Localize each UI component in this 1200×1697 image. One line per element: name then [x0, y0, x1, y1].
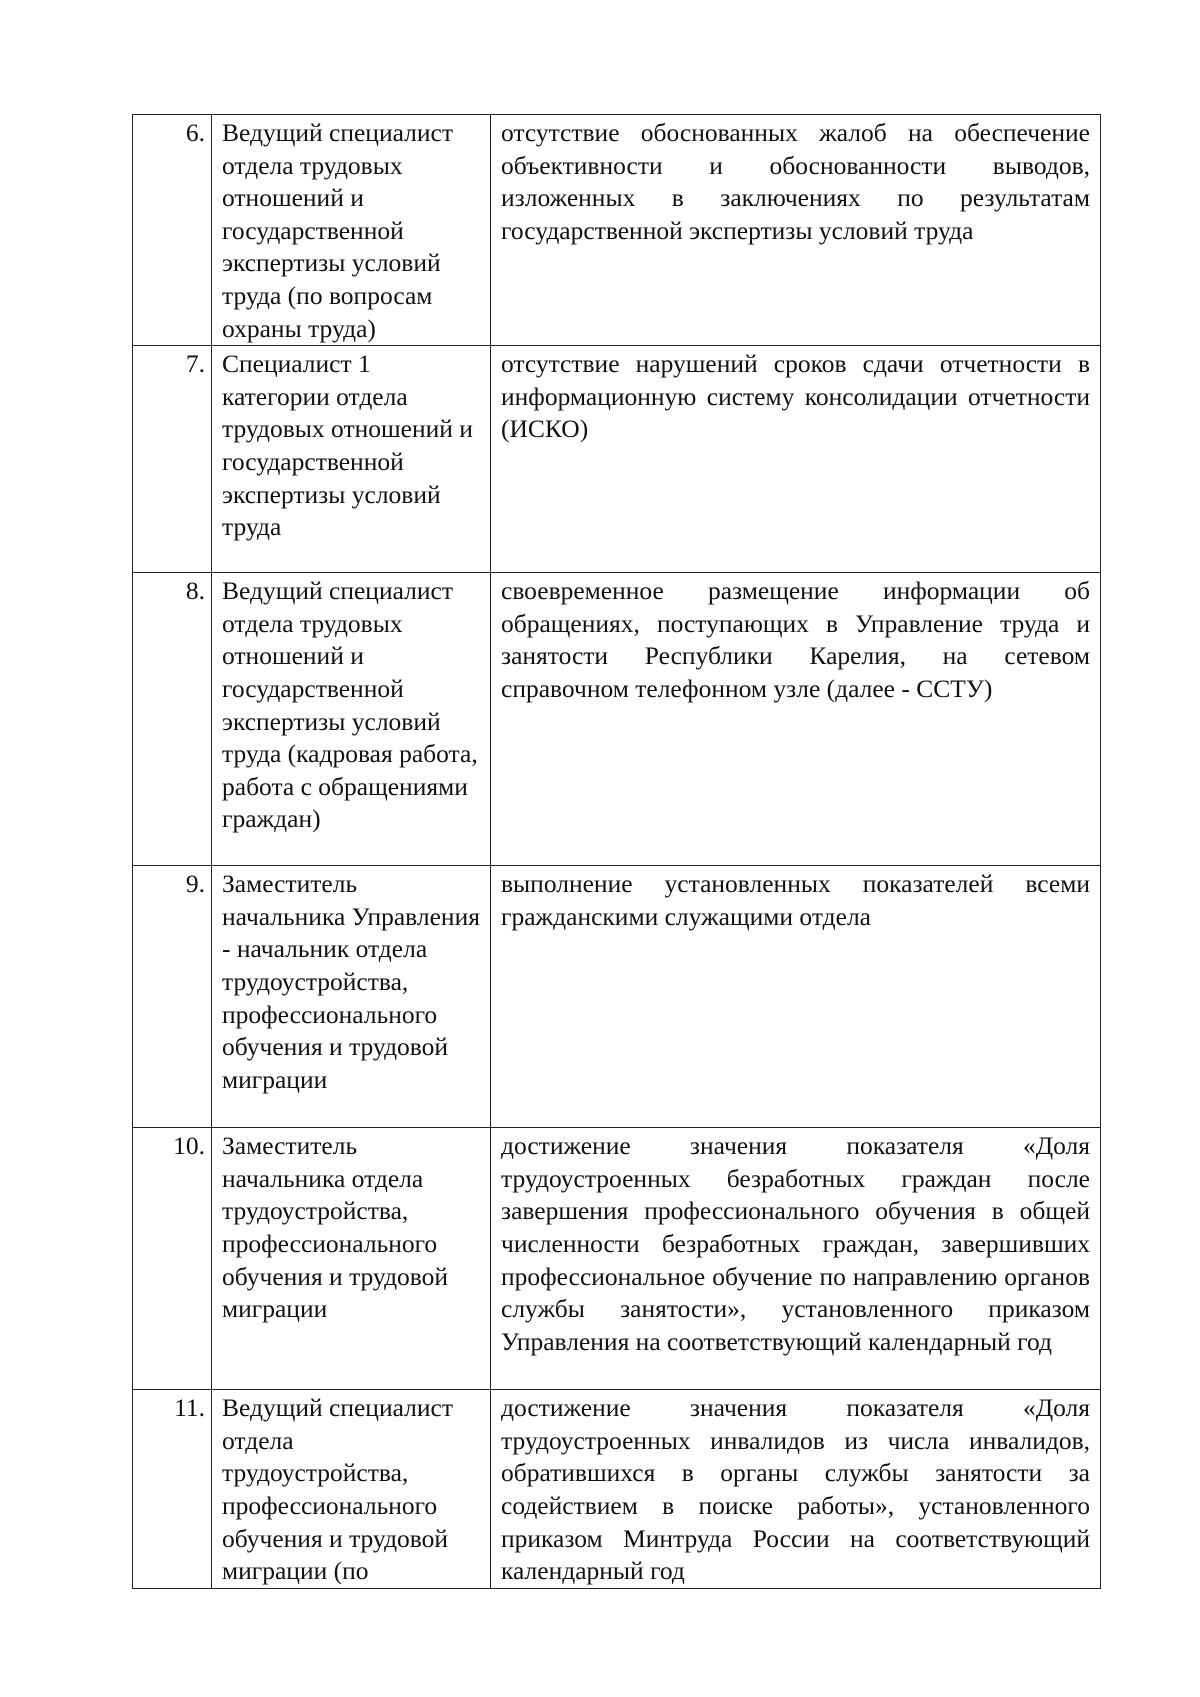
position-cell: Заместитель начальника отдела трудоустройства, профессионального обучения и трудовой миграции: [212, 1128, 491, 1390]
criteria-cell: своевременное размещение информации об обращениях, поступающих в Управление труда и занятости Республики Карелия, на сетевом справочном телефонном узле (далее - ССТУ): [491, 573, 1101, 866]
position-cell: Заместитель начальника Управления - начальник отдела трудоустройства, профессионального обучения и трудовой миграции: [212, 866, 491, 1128]
criteria-cell: достижение значения показателя «Доля трудоустроенных инвалидов из числа инвалидов, обратившихся в органы службы занятости за содействием в поиске работы», установленного приказом Минтруда России на соответствующий календарный год: [491, 1390, 1101, 1589]
table-row: [133, 346, 1101, 573]
position-cell: Специалист 1 категории отдела трудовых отношений и государственной экспертизы условий труда: [212, 346, 491, 573]
row-number: 6.: [133, 115, 212, 346]
table-row: [133, 573, 1101, 866]
table-row: [133, 866, 1101, 1128]
row-number: 9.: [133, 866, 212, 1128]
position-cell: Ведущий специалист отдела трудовых отношений и государственной экспертизы условий труда (кадровая работа, работа с обращениями граждан): [212, 573, 491, 866]
row-number: 8.: [133, 573, 212, 866]
criteria-cell: выполнение установленных показателей всеми гражданскими служащими отдела: [491, 866, 1101, 1128]
row-number: 10.: [133, 1128, 212, 1390]
position-cell: Ведущий специалист отдела трудовых отношений и государственной экспертизы условий труда (по вопросам охраны труда): [212, 115, 491, 346]
position-cell: Ведущий специалист отдела трудоустройства, профессионального обучения и трудовой миграции (по: [212, 1390, 491, 1589]
table-row: [133, 115, 1101, 346]
criteria-table: [132, 114, 1101, 1589]
row-number: 7.: [133, 346, 212, 573]
criteria-cell: достижение значения показателя «Доля трудоустроенных безработных граждан после завершения профессионального обучения в общей численности безработных граждан, завершивших профессиональное обучение по направлению органов службы занятости», установленного приказом Управления на соответствующий календарный год: [491, 1128, 1101, 1390]
criteria-cell: отсутствие нарушений сроков сдачи отчетности в информационную систему консолидации отчетности (ИСКО): [491, 346, 1101, 573]
row-number: 11.: [133, 1390, 212, 1589]
table-row: [133, 1128, 1101, 1390]
table-row: [133, 1390, 1101, 1589]
criteria-cell: отсутствие обоснованных жалоб на обеспечение объективности и обоснованности выводов, изложенных в заключениях по результатам государственной экспертизы условий труда: [491, 115, 1101, 346]
